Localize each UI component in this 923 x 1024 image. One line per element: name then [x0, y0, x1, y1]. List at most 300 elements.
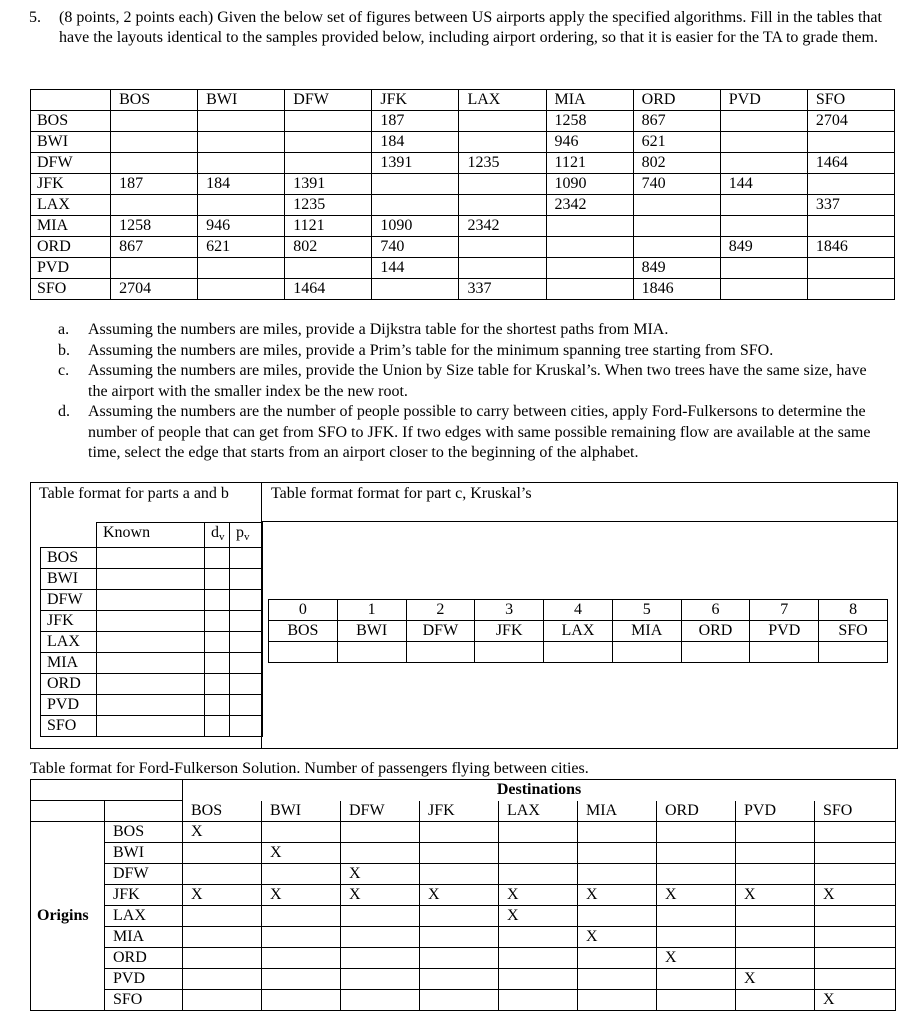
- column-header: BOS: [183, 801, 262, 822]
- distance-row: [31, 279, 895, 300]
- distance-cell: 187: [372, 111, 459, 132]
- blank-cell: [736, 822, 815, 843]
- blank-cell: [31, 801, 105, 822]
- blank-cell: [205, 653, 230, 674]
- dijkstra-table: [40, 522, 263, 737]
- distance-cell: [807, 132, 894, 153]
- distance-cell: 946: [198, 216, 285, 237]
- distance-cell: [720, 153, 807, 174]
- blank-cell: [578, 990, 657, 1011]
- distance-row: [31, 174, 895, 195]
- blank-cell: [183, 990, 262, 1011]
- ff-mark-cell: X: [736, 885, 815, 906]
- distance-cell: 1464: [285, 279, 372, 300]
- blank-cell: [262, 822, 341, 843]
- blank-cell: [205, 632, 230, 653]
- blank-cell: [736, 990, 815, 1011]
- row-header: BWI: [31, 132, 111, 153]
- instruction-letter: b.: [58, 341, 70, 359]
- distance-cell: 849: [633, 258, 720, 279]
- pv-header: [230, 523, 263, 548]
- ff-header-row: [31, 801, 896, 822]
- distance-cell: [372, 195, 459, 216]
- blank-cell: [205, 611, 230, 632]
- instruction-letter: a.: [58, 321, 70, 338]
- distance-cell: [111, 111, 198, 132]
- distance-cell: 2704: [807, 111, 894, 132]
- blank-cell: [341, 948, 420, 969]
- instruction-text: Assuming the numbers are the number of people possible to carry between cities, apply Ford-Fulkersons to determine the number of people that can get from SFO to JFK. If two edges with same possible remaining flow are available at the same time, select the edge that starts from an airport closer to the beginning of the alphabet.: [88, 403, 871, 461]
- blank-cell: [205, 695, 230, 716]
- dijkstra-row: [41, 611, 263, 632]
- blank-cell: [420, 864, 499, 885]
- ff-mark-cell: X: [499, 885, 578, 906]
- blank-cell: [97, 632, 205, 653]
- distance-table: [30, 89, 895, 300]
- blank-cell: [262, 948, 341, 969]
- distance-cell: [546, 237, 633, 258]
- distance-cell: [285, 153, 372, 174]
- distance-cell: [633, 216, 720, 237]
- distance-cell: 802: [633, 153, 720, 174]
- dijkstra-row: [41, 548, 263, 569]
- distance-cell: [198, 195, 285, 216]
- destinations-label: Destinations: [183, 780, 896, 801]
- ff-row: [31, 906, 896, 927]
- blank-cell: [97, 674, 205, 695]
- row-header: DFW: [41, 590, 97, 611]
- distance-row: [31, 216, 895, 237]
- ff-mark-cell: X: [815, 885, 896, 906]
- ff-destinations-row: [31, 780, 896, 801]
- blank-cell: [420, 927, 499, 948]
- ff-row: [31, 885, 896, 906]
- blank-cell: [578, 822, 657, 843]
- distance-cell: [111, 132, 198, 153]
- blank-cell: [750, 642, 819, 663]
- row-header: BOS: [105, 822, 183, 843]
- distance-cell: 1464: [807, 153, 894, 174]
- distance-cell: 144: [372, 258, 459, 279]
- distance-row: [31, 132, 895, 153]
- column-header: BWI: [262, 801, 341, 822]
- blank-cell: [341, 927, 420, 948]
- column-header: DFW: [341, 801, 420, 822]
- blank-cell: [736, 927, 815, 948]
- column-header: ORD: [633, 90, 720, 111]
- blank-cell: [262, 906, 341, 927]
- kruskal-airport: ORD: [681, 621, 750, 642]
- kruskal-index: 3: [475, 600, 544, 621]
- distance-cell: 1258: [111, 216, 198, 237]
- distance-cell: [111, 258, 198, 279]
- blank-cell: [815, 969, 896, 990]
- blank-cell: [230, 590, 263, 611]
- instruction-letter: d.: [58, 403, 70, 420]
- distance-cell: [198, 279, 285, 300]
- blank-cell: [262, 927, 341, 948]
- blank-cell: [736, 864, 815, 885]
- blank-cell: [578, 948, 657, 969]
- distance-row: [31, 195, 895, 216]
- blank-cell: [815, 906, 896, 927]
- blank-cell: [815, 864, 896, 885]
- dijkstra-row: [41, 674, 263, 695]
- distance-cell: 1235: [459, 153, 546, 174]
- instruction-item: [58, 361, 888, 402]
- kruskal-index-row: [269, 600, 888, 621]
- distance-cell: 946: [546, 132, 633, 153]
- blank-cell: [420, 822, 499, 843]
- distance-cell: 849: [720, 237, 807, 258]
- distance-cell: [285, 132, 372, 153]
- blank-cell: [499, 822, 578, 843]
- blank-cell: [183, 864, 262, 885]
- question-statement: [29, 8, 899, 48]
- distance-cell: [111, 195, 198, 216]
- blank-cell: [420, 906, 499, 927]
- column-header: JFK: [372, 90, 459, 111]
- row-header: PVD: [41, 695, 97, 716]
- distance-cell: 1391: [372, 153, 459, 174]
- ff-mark-cell: X: [657, 948, 736, 969]
- distance-cell: 1121: [285, 216, 372, 237]
- column-header: BOS: [111, 90, 198, 111]
- kruskal-airport: PVD: [750, 621, 819, 642]
- ff-mark-cell: X: [341, 885, 420, 906]
- ford-fulkerson-caption: Table format for Ford-Fulkerson Solution. Number of passengers flying between cities.: [30, 760, 589, 777]
- instructions-list: [58, 320, 888, 464]
- distance-cell: [720, 279, 807, 300]
- distance-cell: [459, 174, 546, 195]
- blank-cell: [499, 990, 578, 1011]
- column-header: ORD: [657, 801, 736, 822]
- blank-cell: [97, 611, 205, 632]
- kruskal-index: 2: [406, 600, 475, 621]
- row-header: SFO: [105, 990, 183, 1011]
- ff-mark-cell: X: [578, 927, 657, 948]
- column-header: MIA: [546, 90, 633, 111]
- instruction-item: [58, 402, 888, 464]
- blank-cell: [499, 843, 578, 864]
- row-header: PVD: [105, 969, 183, 990]
- kruskal-airport-row: [269, 621, 888, 642]
- column-header: BWI: [198, 90, 285, 111]
- blank-cell: [337, 642, 406, 663]
- row-header: LAX: [31, 195, 111, 216]
- distance-row: [31, 258, 895, 279]
- distance-cell: [633, 237, 720, 258]
- distance-cell: 1235: [285, 195, 372, 216]
- distance-row: [31, 111, 895, 132]
- instruction-letter: c.: [58, 362, 70, 379]
- distance-cell: [720, 195, 807, 216]
- distance-cell: 621: [633, 132, 720, 153]
- blank-cell: [262, 864, 341, 885]
- kruskal-index: 0: [269, 600, 338, 621]
- column-header: JFK: [420, 801, 499, 822]
- kruskal-airport: MIA: [612, 621, 681, 642]
- distance-cell: [285, 111, 372, 132]
- blank-cell: [269, 642, 338, 663]
- row-header: MIA: [41, 653, 97, 674]
- blank-cell: [97, 653, 205, 674]
- distance-cell: [372, 279, 459, 300]
- distance-cell: 1090: [372, 216, 459, 237]
- blank-cell: [341, 843, 420, 864]
- pv-label: p: [236, 524, 244, 541]
- ff-row: [31, 969, 896, 990]
- kruskal-index: 6: [681, 600, 750, 621]
- ff-mark-cell: X: [262, 843, 341, 864]
- blank-cell: [341, 906, 420, 927]
- blank-cell: [499, 948, 578, 969]
- ff-row: [31, 822, 896, 843]
- distance-cell: 621: [198, 237, 285, 258]
- instruction-text: Assuming the numbers are miles, provide the Union by Size table for Kruskal’s. When two trees have the same size, have the airport with the smaller index be the new root.: [88, 362, 867, 400]
- blank-cell: [499, 864, 578, 885]
- ff-row: [31, 843, 896, 864]
- column-header: PVD: [736, 801, 815, 822]
- instruction-text: Assuming the numbers are miles, provide a Dijkstra table for the shortest paths from MIA.: [88, 321, 669, 338]
- distance-cell: [720, 258, 807, 279]
- blank-cell: [105, 801, 183, 822]
- blank-cell: [230, 569, 263, 590]
- ff-mark-cell: X: [657, 885, 736, 906]
- distance-cell: [459, 195, 546, 216]
- ff-row: [31, 948, 896, 969]
- blank-cell: [815, 822, 896, 843]
- distance-cell: 184: [198, 174, 285, 195]
- ff-mark-cell: X: [578, 885, 657, 906]
- ff-mark-cell: X: [420, 885, 499, 906]
- blank-cell: [815, 927, 896, 948]
- blank-cell: [230, 653, 263, 674]
- row-header: DFW: [105, 864, 183, 885]
- distance-cell: [807, 216, 894, 237]
- blank-cell: [230, 716, 263, 737]
- blank-cell: [230, 674, 263, 695]
- ff-mark-cell: X: [815, 990, 896, 1011]
- blank-cell: [183, 927, 262, 948]
- distance-row: [31, 153, 895, 174]
- blank-cell: [578, 906, 657, 927]
- instruction-item: [58, 341, 888, 362]
- blank-cell: [612, 642, 681, 663]
- column-header: DFW: [285, 90, 372, 111]
- row-header: LAX: [105, 906, 183, 927]
- blank-cell: [657, 906, 736, 927]
- blank-cell: [341, 990, 420, 1011]
- ford-fulkerson-table: [30, 779, 896, 1011]
- distance-cell: 1846: [633, 279, 720, 300]
- ff-mark-cell: X: [183, 885, 262, 906]
- blank-cell: [420, 990, 499, 1011]
- dv-label: d: [211, 524, 219, 541]
- origins-label: Origins: [31, 822, 105, 1011]
- blank-cell: [657, 864, 736, 885]
- blank-cell: [736, 906, 815, 927]
- blank-cell: [578, 969, 657, 990]
- distance-cell: [546, 216, 633, 237]
- row-header: SFO: [31, 279, 111, 300]
- blank-cell: [815, 843, 896, 864]
- distance-cell: 867: [633, 111, 720, 132]
- instruction-text: Assuming the numbers are miles, provide a Prim’s table for the minimum spanning tree starting from SFO.: [88, 341, 774, 359]
- distance-cell: [111, 153, 198, 174]
- blank-cell: [578, 843, 657, 864]
- kruskal-airport: LAX: [544, 621, 613, 642]
- blank-cell: [230, 548, 263, 569]
- column-header: SFO: [807, 90, 894, 111]
- distance-header-row: [31, 90, 895, 111]
- blank-cell: [341, 969, 420, 990]
- row-header: BOS: [41, 548, 97, 569]
- row-header: PVD: [31, 258, 111, 279]
- row-header: MIA: [105, 927, 183, 948]
- blank-cell: [97, 716, 205, 737]
- column-header: PVD: [720, 90, 807, 111]
- distance-cell: [285, 258, 372, 279]
- distance-cell: 1090: [546, 174, 633, 195]
- blank-cell: [205, 590, 230, 611]
- kruskal-index: 8: [819, 600, 888, 621]
- dv-sub: v: [219, 531, 225, 543]
- row-header: JFK: [41, 611, 97, 632]
- blank-cell: [230, 611, 263, 632]
- blank-cell: [205, 548, 230, 569]
- blank-cell: [578, 864, 657, 885]
- blank-cell: [205, 674, 230, 695]
- blank-cell: [230, 632, 263, 653]
- blank-cell: [736, 948, 815, 969]
- column-header: SFO: [815, 801, 896, 822]
- blank-cell: [183, 843, 262, 864]
- blank-cell: [420, 843, 499, 864]
- ff-mark-cell: X: [736, 969, 815, 990]
- corner-cell: [31, 90, 111, 111]
- distance-cell: 1258: [546, 111, 633, 132]
- distance-cell: [720, 111, 807, 132]
- blank-cell: [499, 969, 578, 990]
- column-header: LAX: [459, 90, 546, 111]
- distance-cell: 802: [285, 237, 372, 258]
- blank-cell: [657, 969, 736, 990]
- distance-cell: 867: [111, 237, 198, 258]
- format-c-header: Table format format for part c, Kruskal’s: [271, 485, 532, 502]
- distance-cell: 337: [807, 195, 894, 216]
- distance-cell: [459, 258, 546, 279]
- distance-cell: [720, 132, 807, 153]
- ff-row: [31, 864, 896, 885]
- blank-cell: [736, 843, 815, 864]
- distance-cell: [198, 111, 285, 132]
- row-header: BOS: [31, 111, 111, 132]
- distance-cell: [546, 279, 633, 300]
- instruction-item: [58, 320, 888, 341]
- distance-cell: 2342: [546, 195, 633, 216]
- question-text: (8 points, 2 points each) Given the below set of figures between US airports apply the specified algorithms. Fill in the tables that have the layouts identical to the samples provided below, including airport ordering, so that it is easier for the TA to grade them.: [59, 9, 882, 46]
- blank-cell: [544, 642, 613, 663]
- blank-cell: [681, 642, 750, 663]
- dijkstra-row: [41, 653, 263, 674]
- blank-cell: [406, 642, 475, 663]
- blank-cell: [97, 569, 205, 590]
- kruskal-index: 7: [750, 600, 819, 621]
- dijkstra-row: [41, 569, 263, 590]
- blank-cell: [657, 927, 736, 948]
- ff-mark-cell: X: [183, 822, 262, 843]
- kruskal-index: 4: [544, 600, 613, 621]
- question-number: 5.: [29, 9, 41, 26]
- blank-cell: [657, 822, 736, 843]
- format-ab-header: Table format for parts a and b: [39, 485, 229, 502]
- blank-cell: [420, 948, 499, 969]
- known-header: Known: [97, 523, 205, 548]
- format-rule: [261, 521, 897, 522]
- distance-cell: [198, 258, 285, 279]
- distance-cell: [720, 216, 807, 237]
- blank-cell: [97, 548, 205, 569]
- blank-cell: [97, 695, 205, 716]
- ff-mark-cell: X: [262, 885, 341, 906]
- distance-cell: 184: [372, 132, 459, 153]
- blank-cell: [499, 927, 578, 948]
- kruskal-value-row: [269, 642, 888, 663]
- blank-cell: [205, 716, 230, 737]
- blank-cell: [262, 969, 341, 990]
- dijkstra-row: [41, 695, 263, 716]
- row-header: ORD: [41, 674, 97, 695]
- distance-cell: 2342: [459, 216, 546, 237]
- ff-mark-cell: X: [341, 864, 420, 885]
- blank-cell: [815, 948, 896, 969]
- dv-header: [205, 523, 230, 548]
- distance-cell: [807, 258, 894, 279]
- row-header: ORD: [31, 237, 111, 258]
- kruskal-airport: BOS: [269, 621, 338, 642]
- distance-cell: 187: [111, 174, 198, 195]
- distance-cell: 337: [459, 279, 546, 300]
- distance-cell: [459, 132, 546, 153]
- row-header: MIA: [31, 216, 111, 237]
- kruskal-airport: DFW: [406, 621, 475, 642]
- blank-cell: [183, 906, 262, 927]
- kruskal-index: 1: [337, 600, 406, 621]
- blank-cell: [262, 990, 341, 1011]
- distance-cell: [807, 279, 894, 300]
- blank-cell: [183, 948, 262, 969]
- distance-cell: 1391: [285, 174, 372, 195]
- row-header: BWI: [41, 569, 97, 590]
- row-header: JFK: [31, 174, 111, 195]
- distance-cell: 1121: [546, 153, 633, 174]
- corner-cell: [41, 523, 97, 548]
- dijkstra-header-row: [41, 523, 263, 548]
- kruskal-airport: JFK: [475, 621, 544, 642]
- dijkstra-row: [41, 632, 263, 653]
- distance-cell: 144: [720, 174, 807, 195]
- ff-mark-cell: X: [499, 906, 578, 927]
- distance-cell: [198, 153, 285, 174]
- blank-cell: [475, 642, 544, 663]
- blank-cell: [31, 780, 183, 801]
- kruskal-airport: SFO: [819, 621, 888, 642]
- distance-cell: 740: [372, 237, 459, 258]
- distance-cell: 1846: [807, 237, 894, 258]
- distance-cell: [633, 195, 720, 216]
- blank-cell: [657, 990, 736, 1011]
